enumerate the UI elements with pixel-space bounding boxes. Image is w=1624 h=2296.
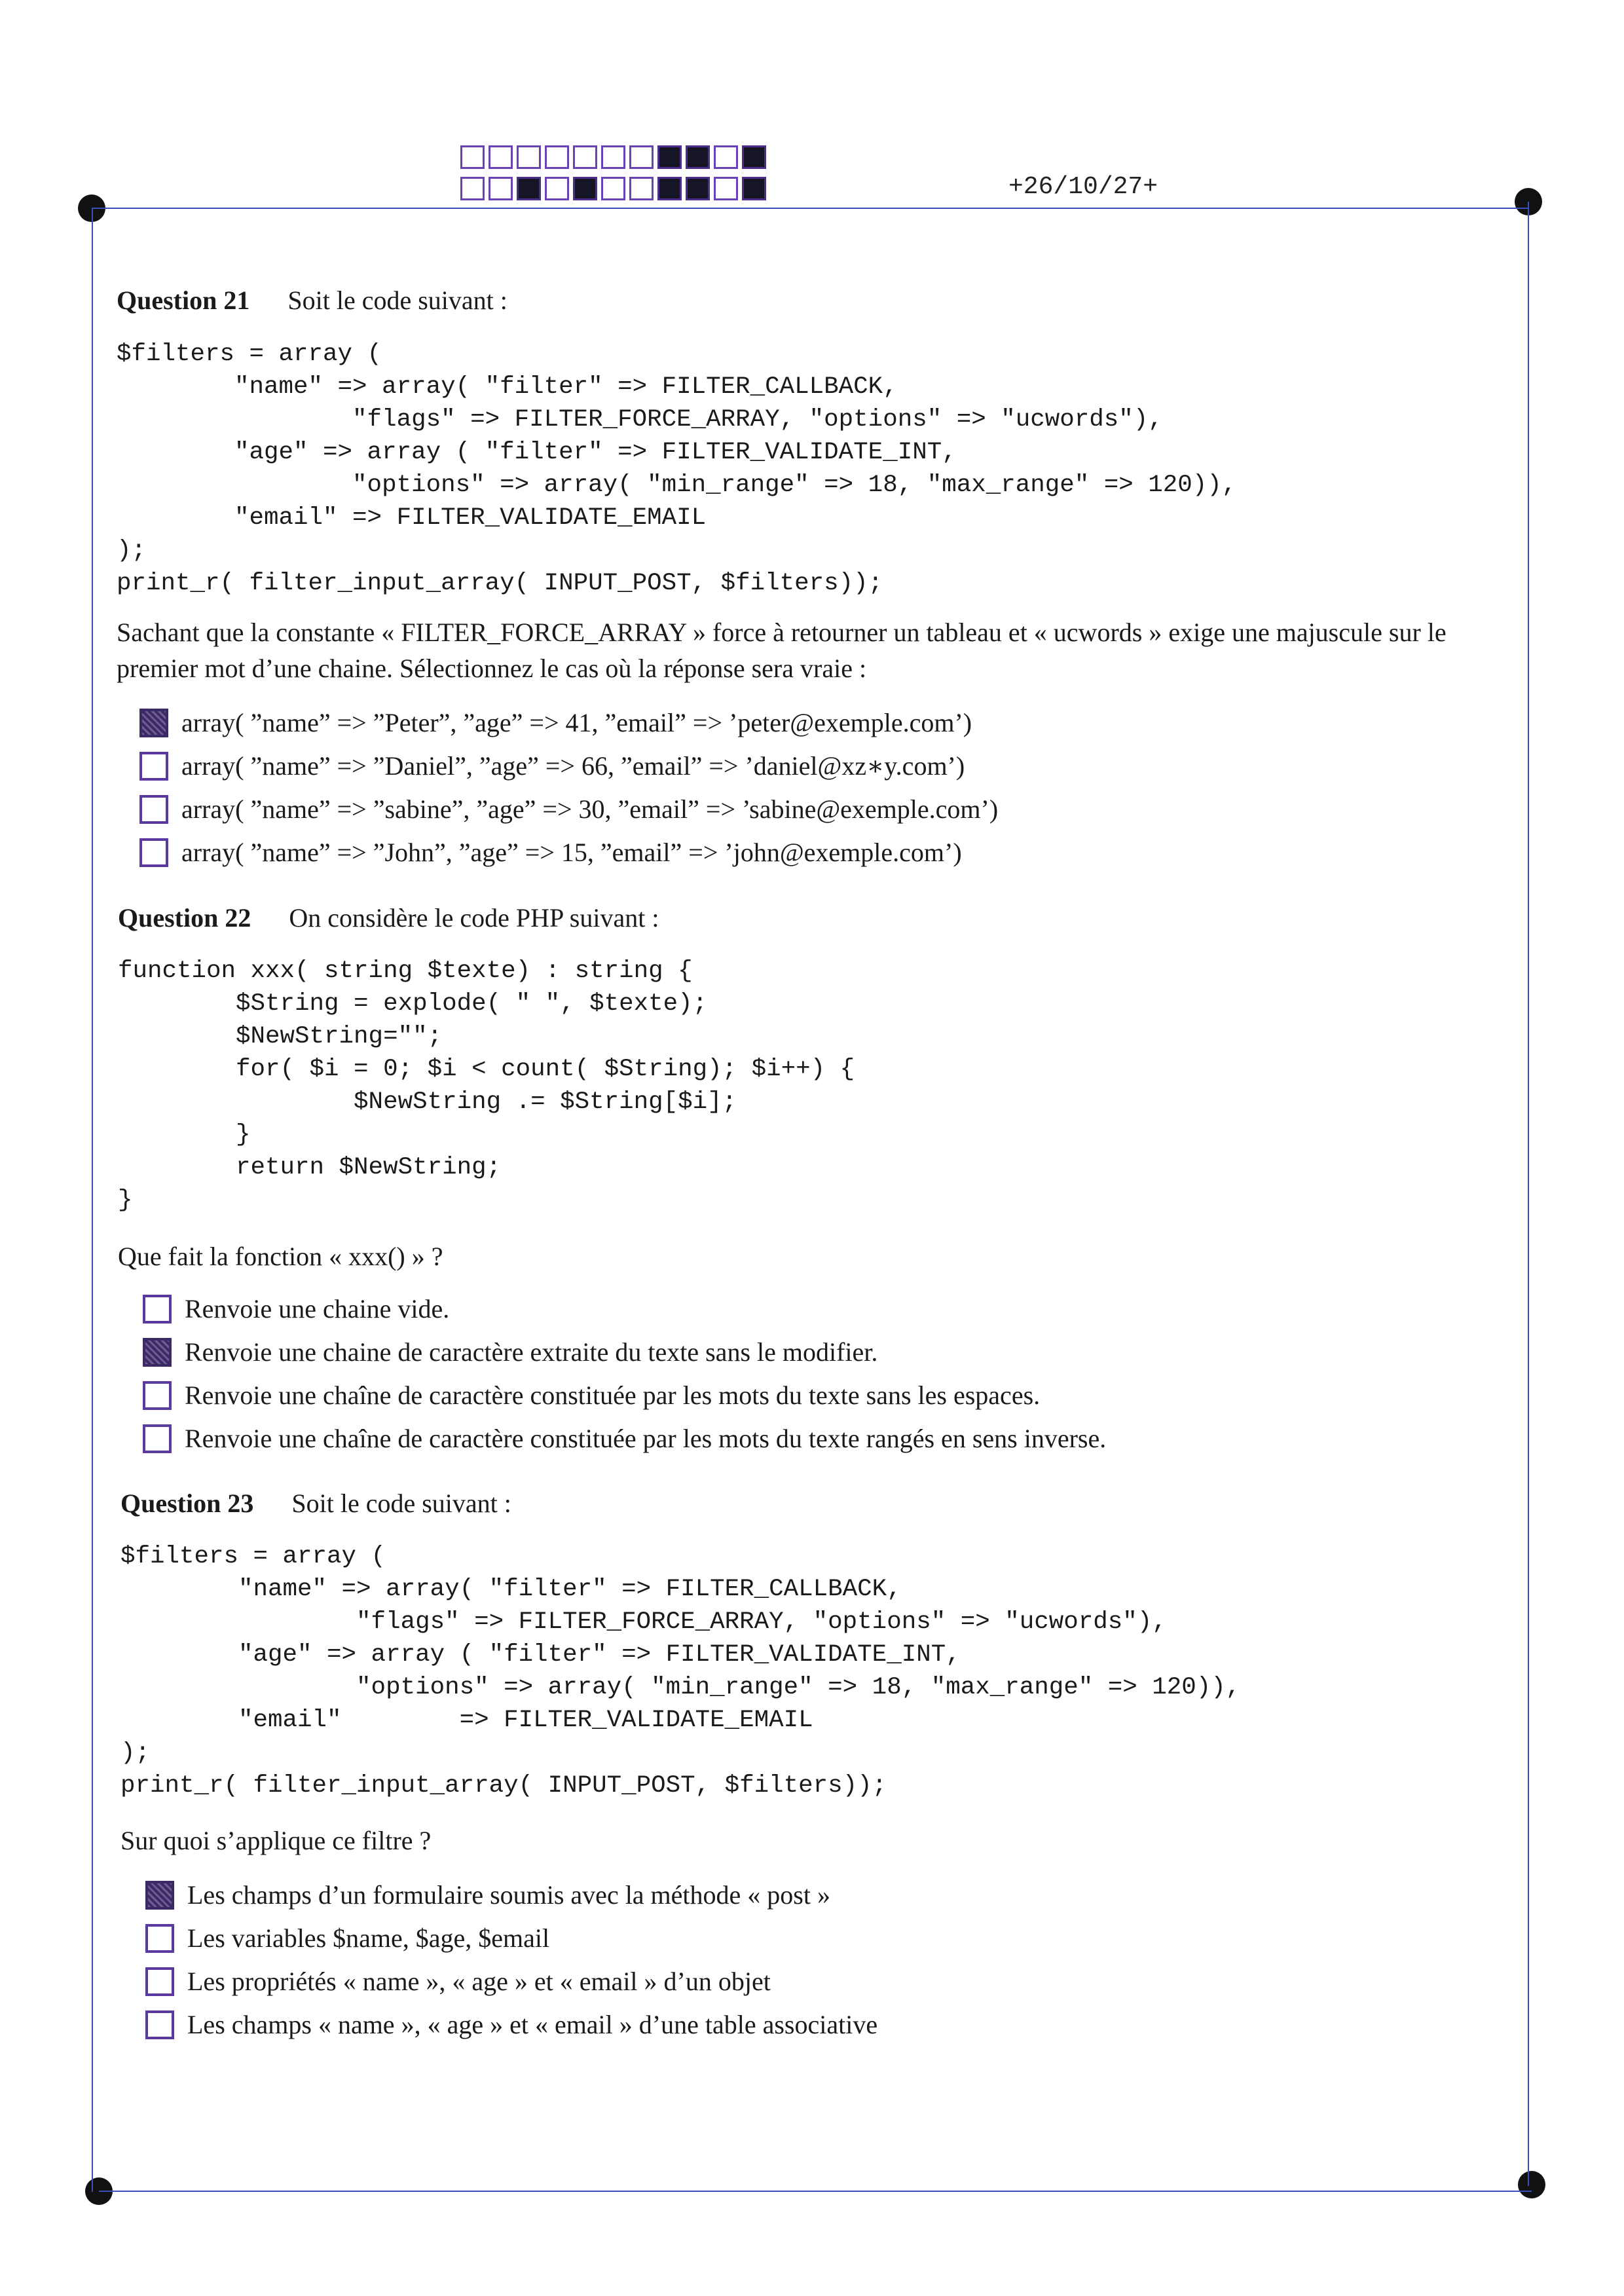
marker-box: [629, 177, 654, 200]
id-marker-row-1: [460, 145, 770, 169]
question-23-header: [120, 1488, 511, 1519]
question-21-text: Sachant que la constante « FILTER_FORCE_ARRAY » force à retourner un tableau et « ucwords » exige une majuscule sur le premier mot d’une chaine. Sélectionnez le cas où la réponse sera vraie :: [117, 618, 1447, 683]
question-23-option-2[interactable]: [145, 1923, 549, 1953]
question-22-option-3[interactable]: [143, 1380, 1040, 1411]
checkbox[interactable]: [139, 838, 168, 867]
question-22-option-2[interactable]: [143, 1337, 877, 1367]
frame-bottom-line: [99, 2191, 1532, 2192]
option-label: Renvoie une chaine vide.: [185, 1294, 450, 1324]
option-label: Les variables $name, $age, $email: [187, 1923, 550, 1953]
question-23-label: Question 23: [120, 1489, 254, 1518]
marker-box: [714, 145, 738, 169]
option-label: Renvoie une chaîne de caractère constituée par les mots du texte sans les espaces.: [185, 1380, 1041, 1410]
id-marker-row-2: [460, 177, 770, 200]
question-22-code: function xxx( string $texte) : string { $String = explode( " ", $texte); $NewString=""; for( $i = 0; $i < count( $String); $i++) { $NewString .= $String[$i]; } return $NewString; }: [118, 957, 855, 1214]
marker-box: [460, 177, 485, 200]
corner-mark-bottom-right: [1518, 2171, 1545, 2198]
question-21-label: Question 21: [117, 286, 250, 315]
checkbox[interactable]: [139, 795, 168, 824]
option-label: array( ”name” => ”Peter”, ”age” => 41, ”email” => ’peter@exemple.com’): [181, 708, 972, 737]
marker-box-filled: [573, 177, 597, 200]
marker-box-filled: [742, 145, 766, 169]
marker-box: [629, 145, 654, 169]
checkbox[interactable]: [145, 2010, 174, 2039]
marker-box: [489, 145, 513, 169]
question-22-text: Que fait la fonction « xxx() » ?: [118, 1242, 443, 1271]
checkbox-checked[interactable]: [145, 1881, 174, 1910]
question-23-option-4[interactable]: [145, 2009, 877, 2040]
marker-box: [714, 177, 738, 200]
question-22-intro: On considère le code PHP suivant :: [289, 903, 659, 933]
marker-box-filled: [686, 145, 710, 169]
question-21-option-4[interactable]: [139, 837, 962, 868]
checkbox[interactable]: [139, 752, 168, 781]
checkbox[interactable]: [143, 1424, 172, 1453]
question-22-header: [118, 902, 659, 933]
marker-box-filled: [517, 177, 541, 200]
marker-box-filled: [657, 177, 682, 200]
option-label: array( ”name” => ”Daniel”, ”age” => 66, ”email” => ’daniel@xz∗y.com’): [181, 751, 965, 781]
question-21-intro: Soit le code suivant :: [287, 286, 507, 315]
marker-box-filled: [657, 145, 682, 169]
marker-box: [489, 177, 513, 200]
option-label: Les champs d’un formulaire soumis avec la méthode « post »: [187, 1880, 830, 1910]
marker-box-filled: [742, 177, 766, 200]
option-label: Renvoie une chaîne de caractère constituée par les mots du texte rangés en sens inverse.: [185, 1424, 1107, 1453]
marker-box-filled: [686, 177, 710, 200]
checkbox-checked[interactable]: [139, 709, 168, 737]
checkbox-checked[interactable]: [143, 1338, 172, 1367]
question-23-option-3[interactable]: [145, 1966, 771, 1997]
frame-right-line: [1528, 202, 1529, 2186]
question-21-option-3[interactable]: [139, 794, 998, 824]
question-23-code: $filters = array ( "name" => array( "filter" => FILTER_CALLBACK, "flags" => FILTER_FORCE_ARRAY, "options" => "ucwords"), "age" => array ( "filter" => FILTER_VALIDATE_INT, "options" => array( "min_range" => 18, "max_range" => 120)), "email" => FILTER_VALIDATE_EMAIL ); print_r( filter_input_array( INPUT_POST, $filters));: [120, 1543, 1241, 1800]
question-21-header: [117, 285, 507, 316]
frame-left-line: [92, 208, 93, 2192]
option-label: array( ”name” => ”sabine”, ”age” => 30, ”email” => ’sabine@exemple.com’): [181, 794, 999, 824]
checkbox[interactable]: [145, 1924, 174, 1953]
marker-box: [573, 145, 597, 169]
marker-box: [601, 177, 625, 200]
marker-box: [545, 145, 569, 169]
question-22-option-1[interactable]: [143, 1293, 449, 1324]
question-21-code: $filters = array ( "name" => array( "filter" => FILTER_CALLBACK, "flags" => FILTER_FORCE_ARRAY, "options" => "ucwords"), "age" => array ( "filter" => FILTER_VALIDATE_INT, "options" => array( "min_range" => 18, "max_range" => 120)), "email" => FILTER_VALIDATE_EMAIL ); print_r( filter_input_array( INPUT_POST, $filters));: [117, 341, 1237, 597]
checkbox[interactable]: [145, 1967, 174, 1996]
marker-box: [517, 145, 541, 169]
option-label: array( ”name” => ”John”, ”age” => 15, ”email” => ’john@exemple.com’): [181, 838, 962, 867]
option-label: Les champs « name », « age » et « email » d’une table associative: [187, 2010, 878, 2039]
option-label: Renvoie une chaine de caractère extraite du texte sans le modifier.: [185, 1337, 878, 1367]
checkbox[interactable]: [143, 1381, 172, 1410]
question-21-option-2[interactable]: [139, 750, 965, 781]
question-23-intro: Soit le code suivant :: [291, 1489, 511, 1518]
question-22-label: Question 22: [118, 903, 251, 933]
checkbox[interactable]: [143, 1295, 172, 1324]
question-21-option-1[interactable]: [139, 707, 972, 738]
marker-box: [545, 177, 569, 200]
option-label: Les propriétés « name », « age » et « email » d’un objet: [187, 1967, 771, 1996]
marker-box: [460, 145, 485, 169]
page-code: +26/10/27+: [1008, 173, 1158, 201]
marker-box: [601, 145, 625, 169]
question-22-option-4[interactable]: [143, 1423, 1106, 1454]
frame-top-line: [92, 208, 1529, 209]
question-23-text: Sur quoi s’applique ce filtre ?: [120, 1826, 432, 1855]
question-23-option-1[interactable]: [145, 1879, 830, 1910]
